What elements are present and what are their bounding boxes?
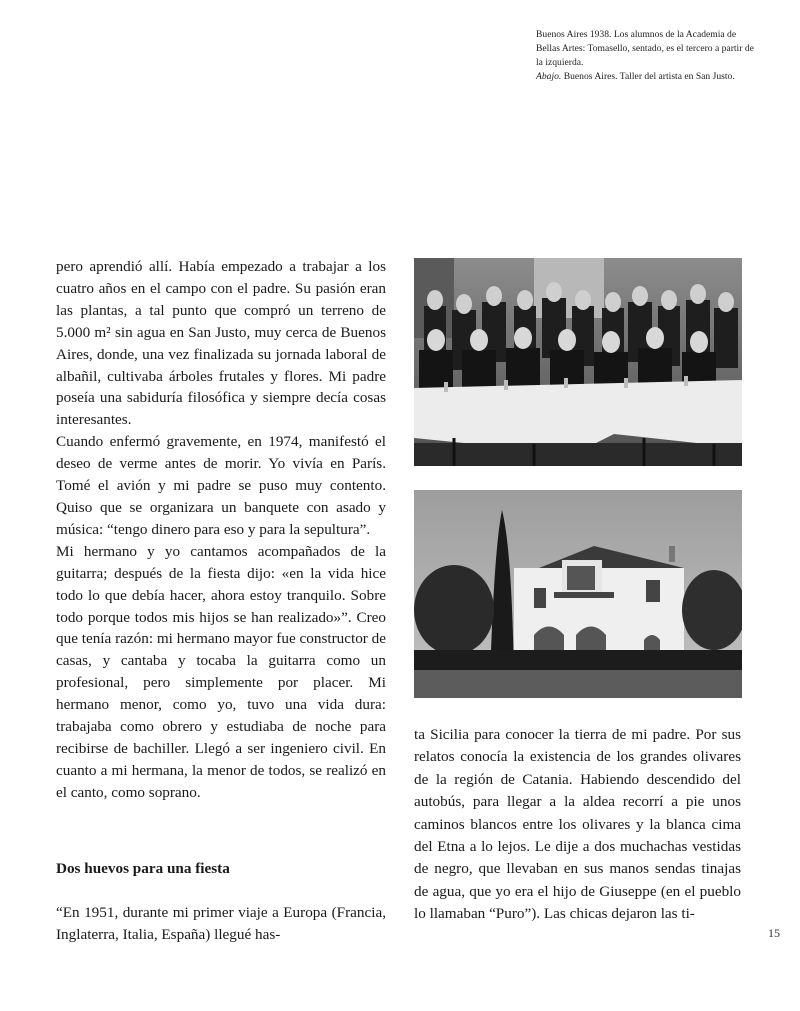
right-column-text xyxy=(414,724,741,926)
paragraph-1: pero aprendió allí. Había empezado a trabajar a los cuatro años en el campo con el padre. Su pasión eran las plantas, a tal punto que compró un terreno de 5.000 m² sin agua en San Justo, muy cerca de Buenos Aires, donde, una vez finalizada su jornada laboral de albañil, cultivaba árboles frutales y flores. Mi padre poseía una sabiduría filosófica y siempre decía cosas interesantes. xyxy=(56,258,386,429)
page-number: 15 xyxy=(768,926,780,940)
section-heading: Dos huevos para una fiesta xyxy=(56,860,230,877)
left-column-text xyxy=(56,256,386,804)
caption-line-1: Buenos Aires 1938. Los alumnos de la Academia de Bellas Artes: Tomasello, sentado, es el tercero a partir de la izquierda. xyxy=(536,29,754,68)
paragraph-4: “En 1951, durante mi primer viaje a Europa (Francia, Inglaterra, Italia, España) llegué has- xyxy=(56,904,386,943)
caption-line-2 xyxy=(536,70,756,84)
caption-abajo: Abajo. xyxy=(536,71,562,82)
paragraph-3: Mi hermano y yo cantamos acompañados de la guitarra; después de la fiesta dijo: «en la vida hice todo lo que debía hacer, ahora estoy tranquilo. Sobre todo porque todos mis hijos se han realizado»”. Creo que tenía razón: mi hermano mayor fue constructor de casas, y cantaba y tocaba la guitarra como un profesional, pero simplemente por placer. Mi hermano menor, como yo, tuvo una vida dura: trabajaba como obrero y estudiaba de noche para recibirse de bachiller. Llegó a ser ingeniero civil. En cuanto a mi hermana, la menor de todos, se realizó en el canto, como soprano. xyxy=(56,542,386,801)
paragraph-2: Cuando enfermó gravemente, en 1974, manifestó el deseo de verme antes de morir. Yo vivía en París. Tomé el avión y mi padre se puso muy contento. Quiso que se organizara un banquete con asado y música: “tengo dinero para eso y para la sepultura”. xyxy=(56,433,386,538)
banquet-group-photo xyxy=(414,258,742,466)
photo-caption xyxy=(536,28,756,84)
house-photo xyxy=(414,490,742,698)
paragraph-5: ta Sicilia para conocer la tierra de mi padre. Por sus relatos conocía la existencia de los grandes olivares de la región de Catania. Habiendo descendido del autobús, para llegar a la aldea recorrí a pie unos caminos blancos entre los olivares y la blanca cima del Etna a lo lejos. Le dije a dos muchachas vestidas de negro, que llevaban en sus manos sendas tinajas de agua, que yo era el hijo de Giuseppe (en el pueblo lo llamaban “Puro”). Las chicas dejaron las ti- xyxy=(414,726,741,923)
caption-line-2-rest: Buenos Aires. Taller del artista en San Justo. xyxy=(561,71,735,82)
left-column-bottom xyxy=(56,902,386,946)
